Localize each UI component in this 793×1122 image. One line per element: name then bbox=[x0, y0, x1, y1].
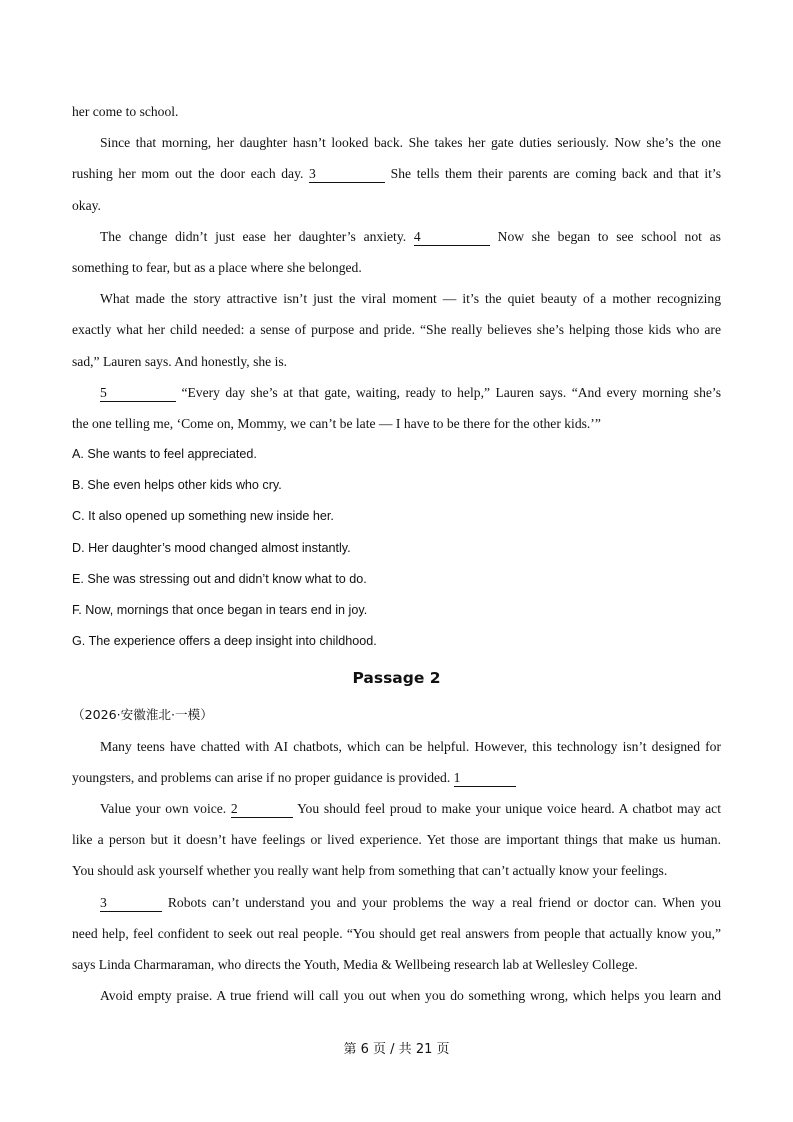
text-line: says Linda Charmaraman, who directs the Youth, Media & Wellbeing research lab at Wellesley College. bbox=[72, 956, 638, 972]
text-line: Since that morning, her daughter hasn’t looked back. She takes her gate duties seriously. Now she’s the one bbox=[100, 135, 721, 151]
paragraph bbox=[72, 283, 721, 377]
text-line: Many teens have chatted with AI chatbots, which can be helpful. However, this technology isn’t designed for bbox=[100, 738, 721, 754]
text-line: youngsters, and problems can arise if no proper guidance is provided. 1 bbox=[72, 762, 721, 793]
document-body bbox=[72, 96, 721, 1011]
text-line: like a person but it doesn’t have feelings or lived experience. Yet those are important things that make us human. bbox=[72, 832, 721, 848]
option-item: G. The experience offers a deep insight into childhood. bbox=[72, 634, 377, 649]
answer-blank: 4 bbox=[414, 229, 490, 246]
text-line: sad,” Lauren says. And honestly, she is. bbox=[72, 353, 288, 369]
answer-blank: 1 bbox=[454, 770, 516, 787]
page-number: 第 6 页 / 共 21 页 bbox=[343, 1042, 450, 1057]
passage-1 bbox=[72, 96, 721, 439]
text-line: her come to school. bbox=[72, 104, 179, 119]
text-line: 3 Robots can’t understand you and your problems the way a real friend or doctor can. When you bbox=[100, 894, 721, 910]
text-line: Avoid empty praise. A true friend will call you out when you do something wrong, which helps you learn and bbox=[100, 988, 721, 1004]
text-line: Value your own voice. 2 You should feel proud to make your unique voice heard. A chatbot may act bbox=[100, 800, 721, 816]
paragraph bbox=[72, 980, 721, 1011]
answer-blank: 5 bbox=[100, 385, 176, 402]
text-line: The change didn’t just ease her daughter’s anxiety. 4 Now she began to see school not as bbox=[100, 228, 721, 244]
text-line: 5 “Every day she’s at that gate, waiting, ready to help,” Lauren says. “And every morning she’s bbox=[100, 384, 721, 400]
text-line: rushing her mom out the door each day. 3 She tells them their parents are coming back and that it’s bbox=[72, 166, 721, 182]
passage-2 bbox=[72, 731, 721, 1012]
option-item: E. She was stressing out and didn’t know what to do. bbox=[72, 571, 367, 586]
text-line: You should ask yourself whether you really want help from something that can’t actually know your feelings. bbox=[72, 863, 668, 879]
text-line: exactly what her child needed: a sense of purpose and pride. “She really believes she’s helping those kids who are bbox=[72, 322, 721, 338]
text-line: okay. bbox=[72, 197, 101, 213]
text-line: need help, feel confident to seek out real people. “You should get real answers from people that actually know you,” bbox=[72, 925, 721, 941]
option-item: B. She even helps other kids who cry. bbox=[72, 478, 282, 493]
answer-blank: 2 bbox=[231, 801, 293, 818]
option-item: F. Now, mornings that once began in tears end in joy. bbox=[72, 603, 368, 617]
text-line: What made the story attractive isn’t just the viral moment — it’s the quiet beauty of a mother recognizing bbox=[100, 291, 721, 307]
answer-blank: 3 bbox=[309, 166, 385, 183]
option-item: C. It also opened up something new inside her. bbox=[72, 509, 334, 524]
passage-2-heading: Passage 2 bbox=[352, 669, 441, 688]
option-item: A. She wants to feel appreciated. bbox=[72, 447, 257, 462]
paragraph bbox=[72, 887, 721, 981]
paragraph bbox=[72, 731, 721, 793]
text-line: the one telling me, ‘Come on, Mommy, we can’t be late — I have to be there for the other kids.’” bbox=[72, 415, 601, 431]
text-line: something to fear, but as a place where she belonged. bbox=[72, 259, 362, 275]
answer-blank: 3 bbox=[100, 895, 162, 912]
paragraph bbox=[72, 793, 721, 887]
passage-2-source: （2026·安徽淮北·一模） bbox=[72, 707, 213, 723]
paragraph bbox=[72, 127, 721, 221]
paragraph bbox=[72, 221, 721, 283]
answer-options bbox=[72, 439, 721, 657]
option-item: D. Her daughter’s mood changed almost instantly. bbox=[72, 540, 351, 555]
paragraph bbox=[72, 377, 721, 439]
paragraph bbox=[72, 96, 721, 127]
